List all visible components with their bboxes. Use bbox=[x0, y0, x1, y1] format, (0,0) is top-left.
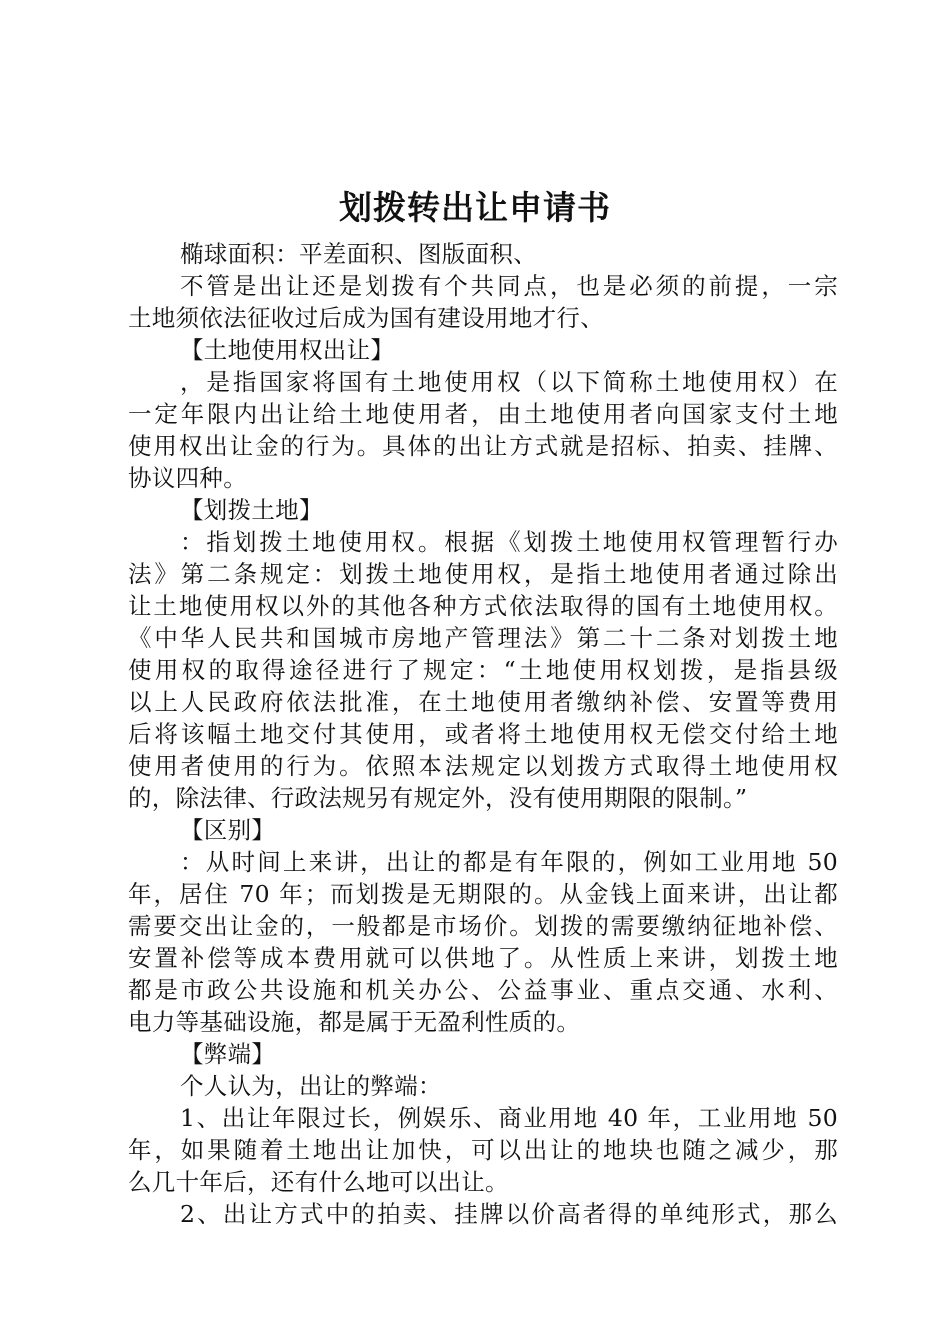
text-line: 协议四种。 bbox=[128, 464, 247, 492]
text-line: 年，居住 70 年；而划拨是无期限的。从金钱上面来讲，出让都 bbox=[128, 880, 838, 908]
text-line: 使用权的取得途径进行了规定：“土地使用权划拨，是指县级 bbox=[128, 656, 838, 684]
text-line: 后将该幅土地交付其使用，或者将土地使用权无偿交付给土地 bbox=[128, 720, 838, 748]
text-line: 么几十年后，还有什么地可以出让。 bbox=[128, 1168, 509, 1196]
text-line: 的，除法律、行政法规另有规定外，没有使用期限的限制。” bbox=[128, 784, 748, 812]
text-line: 椭球面积：平差面积、图版面积、 bbox=[180, 240, 537, 268]
text-line: 都是市政公共设施和机关办公、公益事业、重点交通、水利、 bbox=[128, 976, 838, 1004]
text-line: 2、出让方式中的拍卖、挂牌以价高者得的单纯形式，那么 bbox=[180, 1200, 838, 1228]
text-line: 需要交出让金的，一般都是市场价。划拨的需要缴纳征地补偿、 bbox=[128, 912, 838, 940]
text-line: 安置补偿等成本费用就可以供地了。从性质上来讲，划拨土地 bbox=[128, 944, 838, 972]
document-title: 划拨转出让申请书 bbox=[339, 188, 611, 227]
text-line: 一定年限内出让给土地使用者，由土地使用者向国家支付土地 bbox=[128, 400, 838, 428]
text-line: 【弊端】 bbox=[180, 1040, 276, 1068]
text-line: 个人认为，出让的弊端： bbox=[180, 1072, 442, 1100]
text-line: 使用权出让金的行为。具体的出让方式就是招标、拍卖、挂牌、 bbox=[128, 432, 838, 460]
text-line: 使用者使用的行为。依照本法规定以划拨方式取得土地使用权 bbox=[128, 752, 838, 780]
text-line: 不管是出让还是划拨有个共同点，也是必须的前提，一宗 bbox=[180, 272, 838, 300]
text-line: ：指划拨土地使用权。根据《划拨土地使用权管理暂行办 bbox=[180, 528, 838, 556]
document-body bbox=[128, 238, 838, 1230]
text-line: 【土地使用权出让】 bbox=[180, 336, 395, 364]
text-line: 【区别】 bbox=[180, 816, 276, 844]
text-line: 电力等基础设施，都是属于无盈利性质的。 bbox=[128, 1008, 581, 1036]
text-line: 《中华人民共和国城市房地产管理法》第二十二条对划拨土地 bbox=[128, 624, 838, 652]
text-line: 年，如果随着土地出让加快，可以出让的地块也随之减少，那 bbox=[128, 1136, 838, 1164]
text-line: ，是指国家将国有土地使用权（以下简称土地使用权）在 bbox=[180, 368, 838, 396]
text-line: 【划拨土地】 bbox=[180, 496, 323, 524]
text-line: 土地须依法征收过后成为国有建设用地才行、 bbox=[128, 304, 604, 332]
text-line: ：从时间上来讲，出让的都是有年限的，例如工业用地 50 bbox=[180, 848, 838, 876]
text-line: 法》第二条规定：划拨土地使用权，是指土地使用者通过除出 bbox=[128, 560, 838, 588]
text-line: 1、出让年限过长，例娱乐、商业用地 40 年，工业用地 50 bbox=[180, 1104, 838, 1132]
text-line: 以上人民政府依法批准，在土地使用者缴纳补偿、安置等费用 bbox=[128, 688, 838, 716]
text-line: 让土地使用权以外的其他各种方式依法取得的国有土地使用权。 bbox=[128, 592, 838, 620]
